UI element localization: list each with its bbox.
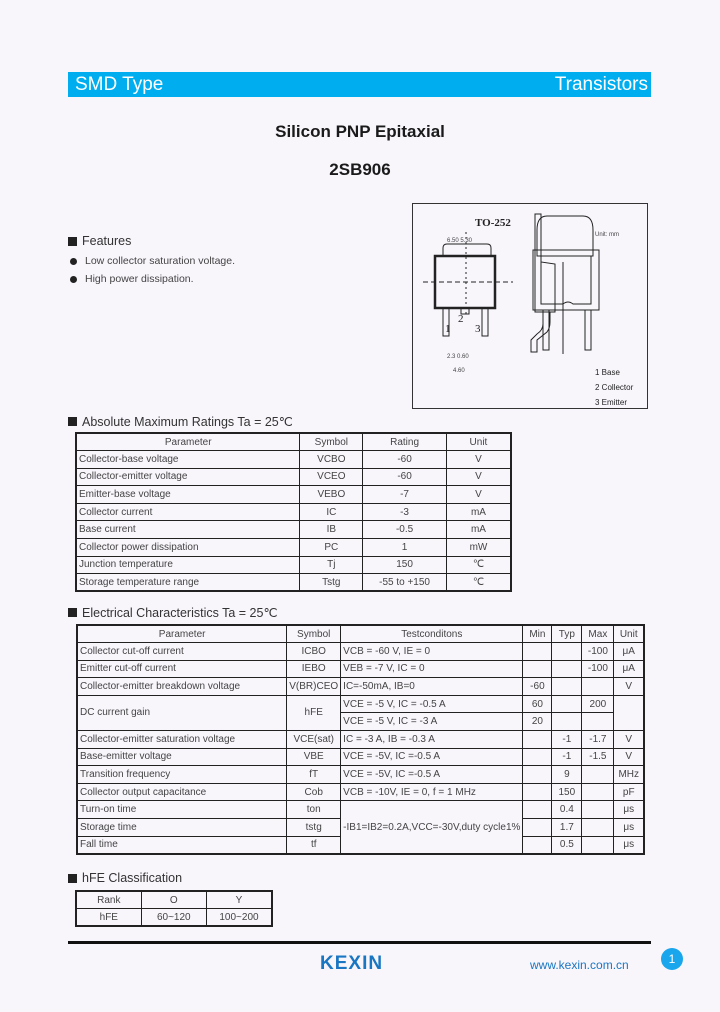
cell: Collector output capacitance — [77, 783, 287, 801]
table-row — [76, 486, 511, 504]
square-bullet-icon — [68, 417, 77, 426]
cell: mA — [446, 503, 511, 521]
col-header: Max — [582, 625, 614, 643]
cell: -1.5 — [582, 748, 614, 766]
cell — [582, 783, 614, 801]
cell — [523, 731, 552, 749]
cell: VCEO — [300, 468, 363, 486]
dot-bullet-icon — [70, 258, 77, 265]
col-header: Rating — [363, 433, 447, 451]
col-header: Unit — [446, 433, 511, 451]
col-header: Symbol — [287, 625, 341, 643]
cell: 1 — [363, 539, 447, 557]
cell — [552, 643, 582, 661]
cell: ton — [287, 801, 341, 819]
feature-text: High power dissipation. — [85, 273, 194, 285]
cell: VCE = -5 V, IC = -0.5 A — [341, 695, 523, 713]
svg-text:6.50 5.30: 6.50 5.30 — [447, 238, 473, 244]
svg-text:4.60: 4.60 — [453, 368, 465, 374]
table-row — [77, 801, 644, 819]
svg-text:Unit: mm: Unit: mm — [595, 232, 619, 238]
cell: Transition frequency — [77, 766, 287, 784]
square-bullet-icon — [68, 874, 77, 883]
cell: Collector power dissipation — [76, 539, 300, 557]
features-heading-text: Features — [82, 234, 132, 248]
cell: Storage temperature range — [76, 574, 300, 592]
cell: Cob — [287, 783, 341, 801]
cell: MHz — [614, 766, 644, 784]
cell — [614, 695, 644, 730]
cell: -1 — [552, 748, 582, 766]
cell: -3 — [363, 503, 447, 521]
cell — [523, 836, 552, 854]
cell: 1.7 — [552, 819, 582, 837]
cell: 60 — [523, 695, 552, 713]
table-row — [77, 678, 644, 696]
package-outline-icon — [413, 204, 649, 410]
cell: VCE = -5V, IC =-0.5 A — [341, 766, 523, 784]
table-row — [77, 731, 644, 749]
table-row — [76, 451, 511, 469]
abs-max-heading — [68, 414, 293, 429]
cell: VCE = -5V, IC =-0.5 A — [341, 748, 523, 766]
cell: fT — [287, 766, 341, 784]
feature-item — [70, 273, 194, 285]
table-row — [77, 695, 644, 713]
cell: pF — [614, 783, 644, 801]
cell: ℃ — [446, 574, 511, 592]
cell: IC = -3 A, IB = -0.3 A — [341, 731, 523, 749]
pin-label: 3 Emitter — [595, 398, 628, 407]
cell — [552, 678, 582, 696]
table-row — [76, 503, 511, 521]
pin-label: 2 Collector — [595, 383, 634, 392]
cell: -1.7 — [582, 731, 614, 749]
pin-label: 1 Base — [595, 368, 620, 377]
cell: Base-emitter voltage — [77, 748, 287, 766]
cell: hFE — [287, 695, 341, 730]
table-row — [76, 521, 511, 539]
feature-item — [70, 255, 235, 267]
dot-bullet-icon — [70, 276, 77, 283]
header-right: Transistors — [554, 73, 648, 95]
square-bullet-icon — [68, 237, 77, 246]
cell: Y — [206, 891, 272, 909]
cell: 60~120 — [141, 909, 206, 927]
cell: 100~200 — [206, 909, 272, 927]
cell — [523, 783, 552, 801]
website-link[interactable]: www.kexin.com.cn — [530, 958, 629, 972]
cell: tstg — [287, 819, 341, 837]
cell — [523, 660, 552, 678]
table-row — [76, 468, 511, 486]
cell: ICBO — [287, 643, 341, 661]
cell: -60 — [363, 451, 447, 469]
cell — [582, 766, 614, 784]
cell: Junction temperature — [76, 556, 300, 574]
square-bullet-icon — [68, 608, 77, 617]
cell — [552, 695, 582, 713]
cell: tf — [287, 836, 341, 854]
cell: Collector-base voltage — [76, 451, 300, 469]
cell — [582, 836, 614, 854]
hfe-class-table — [75, 890, 273, 927]
table-header-row — [77, 625, 644, 643]
col-header: Testconditons — [341, 625, 523, 643]
cell: μs — [614, 819, 644, 837]
col-header: Min — [523, 625, 552, 643]
cell: VCB = -10V, IE = 0, f = 1 MHz — [341, 783, 523, 801]
cell — [582, 801, 614, 819]
footer-divider — [68, 941, 651, 944]
cell: VCE = -5 V, IC = -3 A — [341, 713, 523, 731]
elec-heading-text: Electrical Characteristics Ta = 25℃ — [82, 606, 278, 620]
features-heading — [68, 234, 131, 248]
table-row — [76, 909, 272, 927]
cell: 200 — [582, 695, 614, 713]
package-drawing — [412, 203, 648, 409]
cell: IEBO — [287, 660, 341, 678]
hfe-class-heading — [68, 871, 182, 885]
cell: 0.4 — [552, 801, 582, 819]
cell: hFE — [76, 909, 141, 927]
cell: 20 — [523, 713, 552, 731]
header-bar — [68, 72, 651, 97]
col-header: Typ — [552, 625, 582, 643]
cell: -0.5 — [363, 521, 447, 539]
cell: V — [446, 451, 511, 469]
abs-max-heading-text: Absolute Maximum Ratings Ta = 25℃ — [82, 415, 293, 429]
cell — [523, 801, 552, 819]
cell: PC — [300, 539, 363, 557]
elec-table — [76, 624, 645, 855]
cell: VCE(sat) — [287, 731, 341, 749]
svg-text:2: 2 — [458, 313, 464, 325]
cell: mA — [446, 521, 511, 539]
cell: Base current — [76, 521, 300, 539]
cell: V — [446, 468, 511, 486]
cell: V — [446, 486, 511, 504]
cell: μA — [614, 643, 644, 661]
table-header-row — [76, 891, 272, 909]
kexin-logo: KEXIN — [320, 953, 384, 974]
cell: O — [141, 891, 206, 909]
col-header: Unit — [614, 625, 644, 643]
table-header-row — [76, 433, 511, 451]
table-row — [76, 539, 511, 557]
part-number: 2SB906 — [329, 160, 391, 179]
cell — [582, 819, 614, 837]
feature-text: Low collector saturation voltage. — [85, 255, 235, 267]
cell: V — [614, 731, 644, 749]
elec-heading — [68, 605, 277, 620]
cell: VEB = -7 V, IC = 0 — [341, 660, 523, 678]
cell — [552, 660, 582, 678]
cell: Collector current — [76, 503, 300, 521]
cell: μA — [614, 660, 644, 678]
cell: IC=-50mA, IB=0 — [341, 678, 523, 696]
cell: -7 — [363, 486, 447, 504]
table-row — [77, 766, 644, 784]
cell: ℃ — [446, 556, 511, 574]
cell — [523, 819, 552, 837]
svg-text:3: 3 — [475, 323, 481, 335]
cell: 9 — [552, 766, 582, 784]
cell: μs — [614, 801, 644, 819]
subtitle: Silicon PNP Epitaxial — [275, 122, 445, 141]
cell: IB — [300, 521, 363, 539]
cell: DC current gain — [77, 695, 287, 730]
cell: V(BR)CEO — [287, 678, 341, 696]
cell: -IB1=IB2=0.2A,VCC=-30V,duty cycle1% — [341, 801, 523, 854]
cell: VCBO — [300, 451, 363, 469]
cell: mW — [446, 539, 511, 557]
cell: μs — [614, 836, 644, 854]
table-row — [76, 574, 511, 592]
cell: -60 — [523, 678, 552, 696]
header-left: SMD Type — [75, 73, 164, 95]
table-row — [77, 660, 644, 678]
page-number-badge: 1 — [661, 948, 683, 970]
cell: 150 — [552, 783, 582, 801]
cell: Turn-on time — [77, 801, 287, 819]
cell: Emitter cut-off current — [77, 660, 287, 678]
svg-text:1: 1 — [445, 323, 451, 335]
cell: Rank — [76, 891, 141, 909]
col-header: Parameter — [77, 625, 287, 643]
cell — [552, 713, 582, 731]
cell: Emitter-base voltage — [76, 486, 300, 504]
cell: VBE — [287, 748, 341, 766]
cell: Tj — [300, 556, 363, 574]
table-row — [77, 783, 644, 801]
cell: 150 — [363, 556, 447, 574]
cell: Collector-emitter breakdown voltage — [77, 678, 287, 696]
hfe-class-heading-text: hFE Classification — [82, 871, 183, 885]
cell: 0.5 — [552, 836, 582, 854]
cell: V — [614, 678, 644, 696]
table-row — [77, 643, 644, 661]
col-header: Symbol — [300, 433, 363, 451]
col-header: Parameter — [76, 433, 300, 451]
cell: Tstg — [300, 574, 363, 592]
cell: Collector-emitter voltage — [76, 468, 300, 486]
package-name: TO-252 — [475, 217, 511, 229]
cell: -60 — [363, 468, 447, 486]
cell: V — [614, 748, 644, 766]
cell: VCB = -60 V, IE = 0 — [341, 643, 523, 661]
abs-max-table — [75, 432, 512, 592]
cell: Fall time — [77, 836, 287, 854]
svg-text:2.3 0.60: 2.3 0.60 — [447, 354, 469, 360]
cell: Storage time — [77, 819, 287, 837]
cell — [523, 643, 552, 661]
cell: -1 — [552, 731, 582, 749]
cell: -55 to +150 — [363, 574, 447, 592]
table-row — [77, 748, 644, 766]
cell: Collector-emitter saturation voltage — [77, 731, 287, 749]
cell — [582, 678, 614, 696]
cell: -100 — [582, 643, 614, 661]
cell: -100 — [582, 660, 614, 678]
cell — [523, 748, 552, 766]
cell: IC — [300, 503, 363, 521]
cell — [582, 713, 614, 731]
cell: VEBO — [300, 486, 363, 504]
cell: Collector cut-off current — [77, 643, 287, 661]
table-row — [76, 556, 511, 574]
cell — [523, 766, 552, 784]
